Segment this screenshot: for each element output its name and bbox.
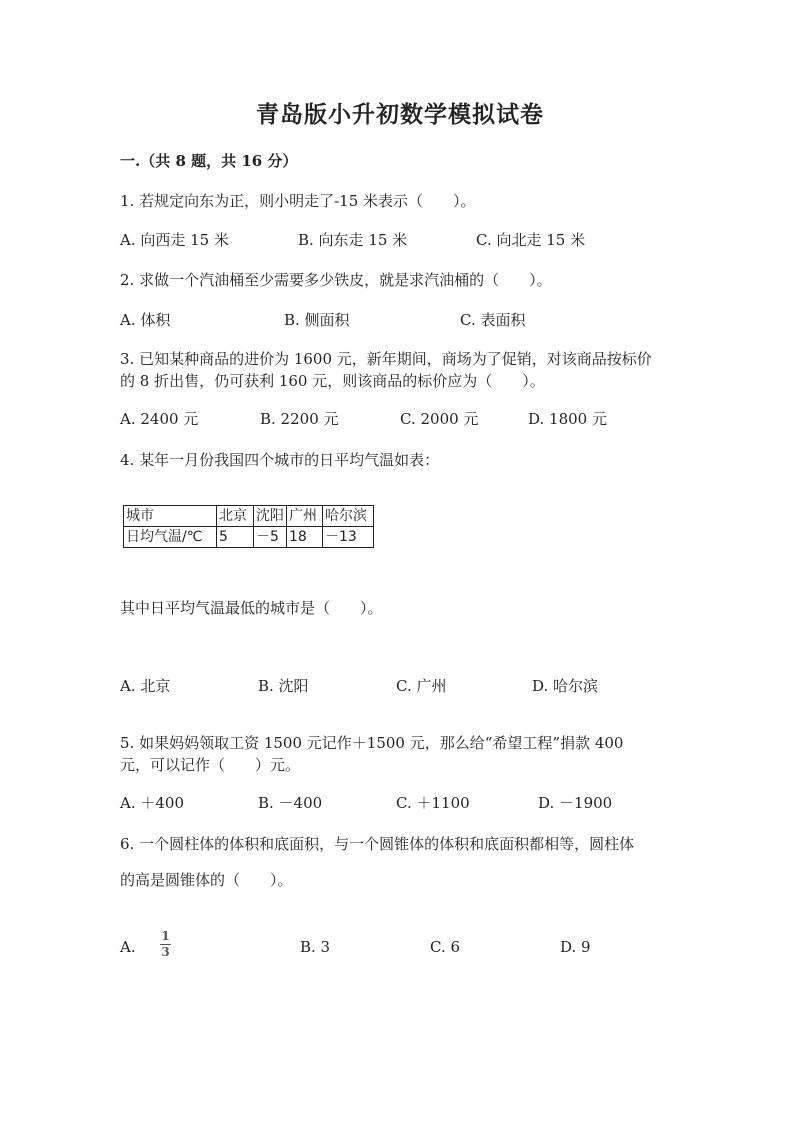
question-2: 2. 求做一个汽油桶至少需要多少铁皮，就是求汽油桶的（ ）。	[120, 271, 552, 289]
q3-option-c: C. 2000 元	[400, 410, 479, 428]
table-row	[124, 527, 374, 548]
table-cell: －5	[254, 527, 287, 548]
q5-option-d: D. －1900	[538, 794, 613, 812]
page-title: 青岛版小升初数学模拟试卷	[256, 101, 544, 128]
q6-option-b: B. 3	[300, 938, 331, 956]
table-cell: 18	[287, 527, 323, 548]
table-cell: 城市	[124, 506, 217, 527]
q4-option-b: B. 沈阳	[258, 677, 309, 695]
question-4-followup: 其中日平均气温最低的城市是（ ）。	[120, 599, 383, 617]
question-4: 4. 某年一月份我国四个城市的日平均气温如表：	[120, 451, 440, 469]
q3-option-b: B. 2200 元	[260, 410, 339, 428]
question-5-line-2: 元，可以记作（ ）元。	[120, 756, 301, 774]
table-cell: 5	[217, 527, 254, 548]
q6-option-a: A.	[120, 938, 136, 956]
section-heading: 一.（共 8 题，共 16 分）	[120, 152, 298, 170]
table-row	[124, 506, 374, 527]
q4-option-c: C. 广州	[396, 677, 447, 695]
q4-option-d: D. 哈尔滨	[532, 677, 599, 695]
q4-option-a: A. 北京	[120, 677, 171, 695]
q3-option-d: D. 1800 元	[528, 410, 607, 428]
fraction-one-third	[160, 930, 171, 960]
table-cell: －13	[323, 527, 374, 548]
fraction-numerator: 1	[161, 929, 170, 943]
q5-option-b: B. －400	[258, 794, 323, 812]
question-3-line-1: 3. 已知某种商品的进价为 1600 元，新年期间，商场为了促销，对该商品按标价	[120, 350, 652, 368]
question-6-line-2: 的高是圆锥体的（ ）。	[120, 871, 293, 889]
fraction-denominator: 3	[161, 945, 170, 959]
q1-option-b: B. 向东走 15 米	[298, 231, 408, 249]
question-1: 1. 若规定向东为正，则小明走了-15 米表示（ ）。	[120, 192, 476, 210]
q2-option-b: B. 侧面积	[284, 311, 350, 329]
q3-option-a: A. 2400 元	[120, 410, 199, 428]
question-5-line-1: 5. 如果妈妈领取工资 1500 元记作＋1500 元，那么给“希望工程”捐款 400	[120, 734, 624, 752]
q5-option-a: A. ＋400	[120, 794, 184, 812]
temperature-table	[123, 505, 374, 548]
table-cell: 北京	[217, 506, 254, 527]
table-cell: 哈尔滨	[323, 506, 374, 527]
table-cell: 沈阳	[254, 506, 287, 527]
table-cell: 日均气温/℃	[124, 527, 217, 548]
question-6-line-1: 6. 一个圆柱体的体积和底面积，与一个圆锥体的体积和底面积都相等，圆柱体	[120, 835, 635, 853]
q1-option-c: C. 向北走 15 米	[476, 231, 586, 249]
question-3-line-2: 的 8 折出售，仍可获利 160 元，则该商品的标价应为（ ）。	[120, 372, 545, 390]
q1-option-a: A. 向西走 15 米	[120, 231, 229, 249]
q2-option-a: A. 体积	[120, 311, 171, 329]
q6-option-d: D. 9	[560, 938, 591, 956]
table-cell: 广州	[287, 506, 323, 527]
q6-option-c: C. 6	[430, 938, 461, 956]
q5-option-c: C. ＋1100	[396, 794, 470, 812]
q2-option-c: C. 表面积	[460, 311, 526, 329]
